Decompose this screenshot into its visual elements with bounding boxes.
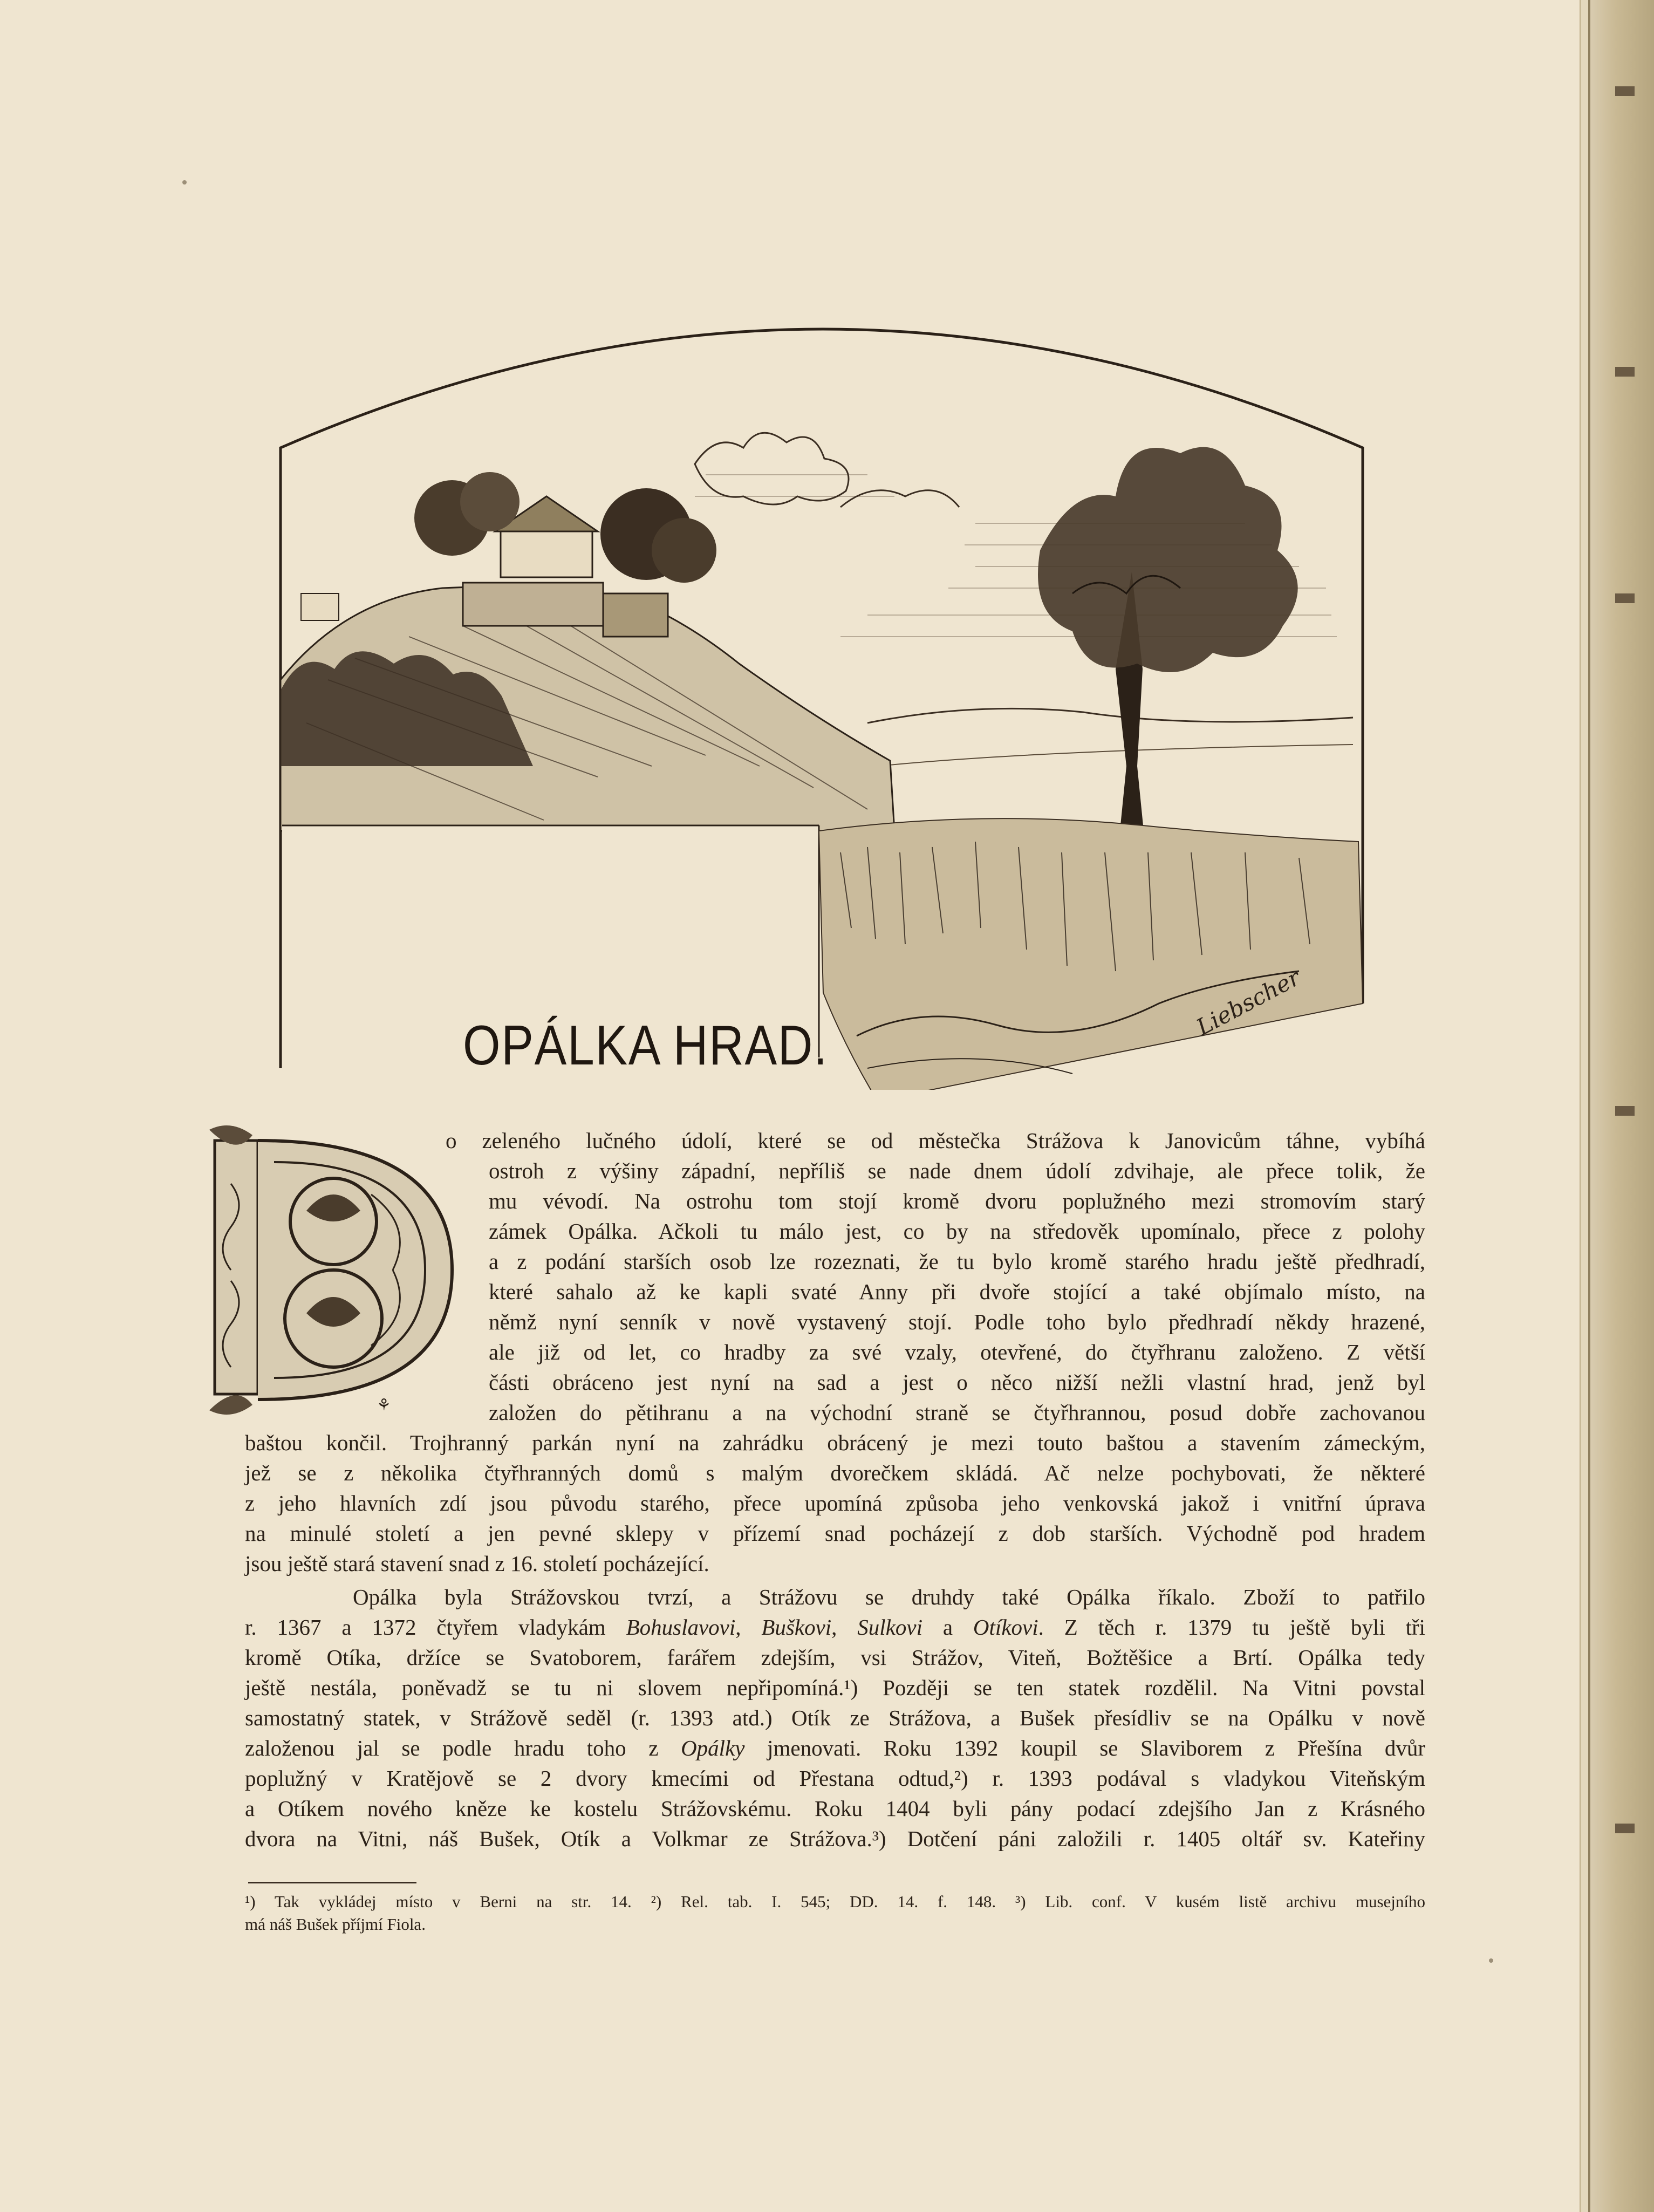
person-name: Bohuslavovi [626,1615,736,1640]
text-run: r. 1367 a 1372 čtyřem vladykám [245,1615,626,1640]
text-line: poplužný v Kratějově se 2 dvory kmecími od Přestana odtud,²) r. 1393 podával s vladykou Viteňským [245,1766,1425,1791]
person-name: Otíkovi [973,1615,1038,1640]
text-line: jež se z několika čtyřhranných domů s malým dvorečkem skládá. Ač nelze pochybovati, že některé [245,1460,1425,1485]
castle-illustration [274,291,1369,1090]
text-line: dvora na Vitni, náš Bušek, Otík a Volkmar ze Strážova.³) Dotčení páni založili r. 1405 oltář sv. Kateřiny [245,1826,1425,1851]
text-line: baštou končil. Trojhranný parkán nyní na zahrádku obrácený je mezi touto baštou a stavením zámeckým, [245,1430,1425,1455]
binding-tab-mark [1615,1824,1635,1833]
decorative-initial-d [199,1119,463,1421]
text-line: samostatný statek, v Strážově seděl (r. 1393 atd.) Otík ze Strážova, a Bušek přesídliv se na Opálku v nově [245,1705,1425,1730]
text-line: ostroh z výšiny západní, nepříliš se nade dnem údolí zdvihaje, ale přece tolik, že [489,1158,1425,1183]
text-line: mu vévodí. Na ostrohu tom stojí kromě dvoru poplužného mezi stromovím starý [489,1189,1425,1213]
text-line: a z podání starších osob lze rozeznati, že tu bylo kromě starého hradu ještě předhradí, [489,1249,1425,1274]
place-name: Opálky [681,1736,745,1760]
footnote-line: má náš Bušek příjmí Fiola. [245,1915,426,1934]
text-line: založen do pětihranu a na východní straně se čtyřhrannou, posud dobře zachovanou [489,1400,1425,1425]
text-line: ještě nestála, poněvadž se tu ni slovem nepřipomíná.¹) Později se ten statek rozdělil. Na Vitni povstal [245,1675,1425,1700]
text-line: a Otíkem nového kněze ke kostelu Strážovskému. Roku 1404 byli pány podací zdejšího Jan z Krásného [245,1796,1425,1821]
text-line-with-name [245,1733,1425,1763]
text-line-with-names [245,1612,1425,1642]
text-line: ale již od let, co hradby za své vzaly, otevřené, do čtyřhranu založeno. Z větší [489,1340,1425,1364]
text-line: němž nyní senník v nově vystavený stojí. Podle toho bylo předhradí někdy hrazené, [489,1309,1425,1334]
footnote-rule [248,1882,416,1883]
text-line: zámek Opálka. Ačkoli tu málo jest, co by na středověk upomínalo, přece z polohy [489,1219,1425,1244]
text-line-last: jsou ještě stará stavení snad z 16. století pocházející. [245,1551,709,1576]
text-run: založenou jal se podle hradu toho z [245,1736,681,1760]
text-run: jmenovati. Roku 1392 koupil se Slaviborem z Přešína dvůr [744,1736,1425,1760]
text-line: o zeleného lučného údolí, které se od městečka Strážova k Janovicům táhne, vybíhá [446,1128,1425,1153]
text-run: a [922,1615,973,1640]
binding-tab-mark [1615,367,1635,377]
footnote-line: ¹) Tak vykládej místo v Berni na str. 14. ²) Rel. tab. I. 545; DD. 14. f. 148. ³) Lib. conf. V kusém listě archivu musejního [245,1892,1425,1911]
text-line: části obráceno jest nyní na sad a jest o něco nižší nežli vlastní hrad, jenž byl [489,1370,1425,1395]
text-run: , [735,1615,762,1640]
initial-illustrator-mark: ⚘ [377,1396,391,1415]
paper-speck [1489,1958,1493,1963]
text-line: z jeho hlavních zdí jsou původu starého, přece upomíná způsoba jeho venkovská jakož i vnitřní úprava [245,1491,1425,1515]
page-title: OPÁLKA HRAD. [463,1014,828,1077]
artist-signature: Liebscher [1192,964,1305,1041]
binding-tab-mark [1615,1106,1635,1116]
paragraph-first-line: Opálka byla Strážovskou tvrzí, a Strážovu se druhdy také Opálka říkalo. Zboží to patřilo [353,1585,1425,1609]
paper-speck [182,180,187,185]
binding-tab-mark [1615,593,1635,603]
person-name: Buškovi [761,1615,832,1640]
person-name: Sulkovi [857,1615,922,1640]
text-line: které sahalo až ke kapli svaté Anny při dvoře stojící a také objímalo místo, na [489,1279,1425,1304]
text-line: na minulé století a jen pevné sklepy v přízemí snad pocházejí z dob starších. Východně pod hradem [245,1521,1425,1546]
text-run: , [831,1615,858,1640]
text-run: . Z těch r. 1379 tu ještě byli tři [1038,1615,1426,1640]
text-line: kromě Otíka, držíce se Svatoborem, farářem zdejším, vsi Strážov, Viteň, Božtěšice a Brtí. Opálka tedy [245,1645,1425,1670]
binding-tab-mark [1615,86,1635,96]
